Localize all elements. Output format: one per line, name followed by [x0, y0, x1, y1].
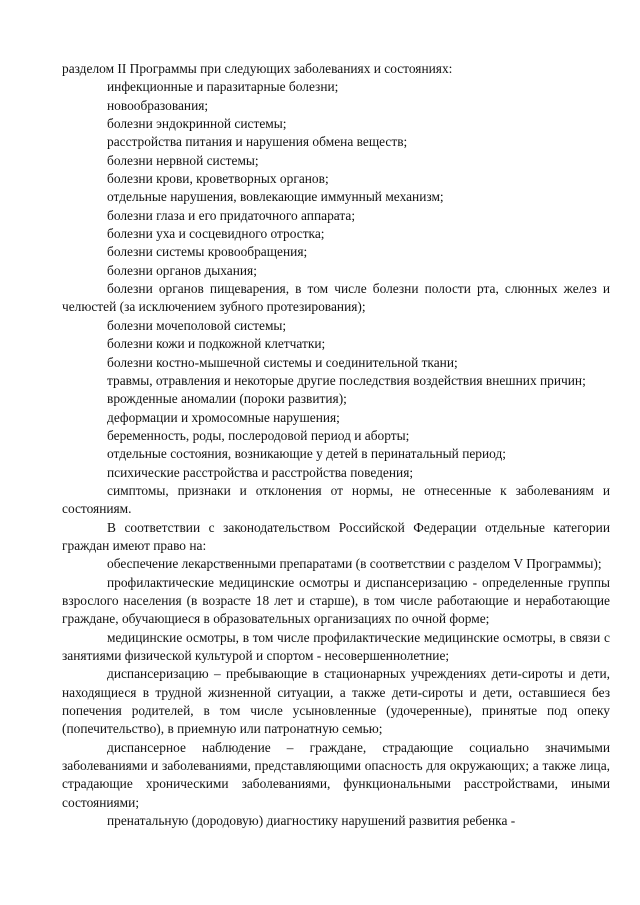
list-item: обеспечение лекарственными препаратами (в соответствии с разделом V Программы);	[107, 556, 602, 572]
document-page	[62, 60, 610, 830]
list-item: психические расстройства и расстройства поведения;	[107, 464, 414, 480]
list-item: отдельные состояния, возникающие у детей в перинатальный период;	[107, 446, 507, 462]
list-item: медицинские осмотры, в том числе профилактические медицинские осмотры, в связи с занятиями физической культурой и спортом - несовершеннолетние;	[62, 629, 610, 663]
list-item: отдельные нарушения, вовлекающие иммунный механизм;	[107, 189, 444, 205]
list-item: новообразования;	[107, 97, 209, 113]
list-item: врожденные аномалии (пороки развития);	[107, 391, 347, 407]
list-item: болезни нервной системы;	[107, 152, 259, 168]
paragraph: разделом II Программы при следующих заболеваниях и состояниях:	[62, 61, 453, 76]
list-item: болезни костно-мышечной системы и соединительной ткани;	[107, 354, 458, 370]
list-item: болезни органов дыхания;	[107, 262, 257, 278]
list-item: болезни мочеполовой системы;	[107, 317, 287, 333]
list-item: болезни крови, кроветворных органов;	[107, 171, 329, 187]
list-item: травмы, отравления и некоторые другие последствия воздействия внешних причин;	[107, 372, 586, 388]
list-item: болезни системы кровообращения;	[107, 244, 308, 260]
list-item: болезни глаза и его придаточного аппарата;	[107, 207, 356, 223]
list-item: болезни кожи и подкожной клетчатки;	[107, 336, 326, 352]
list-item: диспансерное наблюдение – граждане, страдающие социально значимыми заболеваниями и заболеваниями, представляющими опасность для окружающих; а также лица, страдающие хроническими заболеваниями, функциональными расстройствами, иными состояниями;	[62, 739, 610, 810]
list-item: болезни уха и сосцевидного отростка;	[107, 226, 325, 242]
list-item: деформации и хромосомные нарушения;	[107, 409, 340, 425]
list-item: профилактические медицинские осмотры и диспансеризацию - определенные группы взрослого населения (в возрасте 18 лет и старше), в том числе работающие и неработающие граждане, обучающиеся в образовательных организациях по очной форме;	[62, 574, 610, 627]
list-item: инфекционные и паразитарные болезни;	[107, 79, 339, 95]
list-item: расстройства питания и нарушения обмена веществ;	[107, 134, 408, 150]
paragraph: В соответствии с законодательством Российской Федерации отдельные категории граждан имеют право на:	[62, 519, 610, 553]
list-item: болезни органов пищеварения, в том числе болезни полости рта, слюнных желез и челюстей (за исключением зубного протезирования);	[62, 281, 610, 315]
list-item: беременность, роды, послеродовой период и аборты;	[107, 427, 410, 443]
list-item: пренатальную (дородовую) диагностику нарушений развития ребенка -	[107, 813, 516, 829]
list-item: симптомы, признаки и отклонения от нормы, не отнесенные к заболеваниям и состояниям.	[62, 482, 610, 517]
list-item: диспансеризацию – пребывающие в стационарных учреждениях дети-сироты и дети, находящиеся в трудной жизненной ситуации, а также дети-сироты и дети, оставшиеся без попечения родителей, в том числе усыновленные (удочеренные), принятые под опеку (попечительство), в приемную или патронатную семью;	[62, 666, 610, 737]
list-item: болезни эндокринной системы;	[107, 116, 287, 132]
